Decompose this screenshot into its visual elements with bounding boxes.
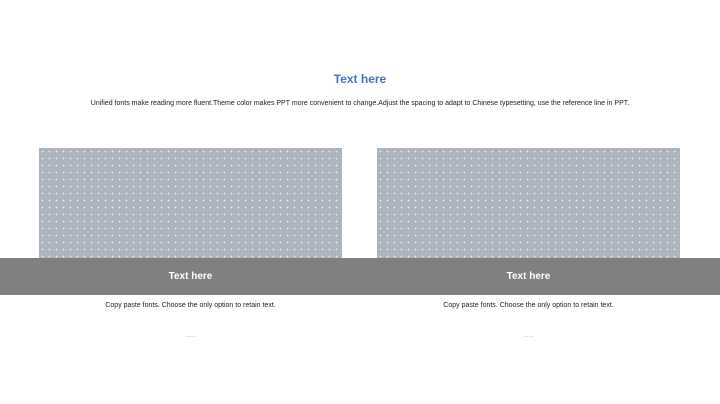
column-left-description: Copy paste fonts. Choose the only option to retain text. bbox=[105, 302, 276, 309]
column-right-label: Text here bbox=[506, 271, 551, 282]
column-left-note: …… bbox=[185, 333, 196, 339]
column-right-note: …… bbox=[523, 333, 534, 339]
slide-title: Text here bbox=[333, 72, 387, 86]
image-placeholder-right bbox=[377, 148, 680, 258]
slide-subtitle: Unified fonts make reading more fluent.Theme color makes PPT more convenient to change.Adjust the spacing to adapt to Chinese typesetting, use the reference line in PPT. bbox=[90, 100, 630, 107]
column-left-label: Text here bbox=[168, 271, 213, 282]
column-right-description: Copy paste fonts. Choose the only option to retain text. bbox=[443, 302, 614, 309]
image-placeholder-left bbox=[39, 148, 342, 258]
